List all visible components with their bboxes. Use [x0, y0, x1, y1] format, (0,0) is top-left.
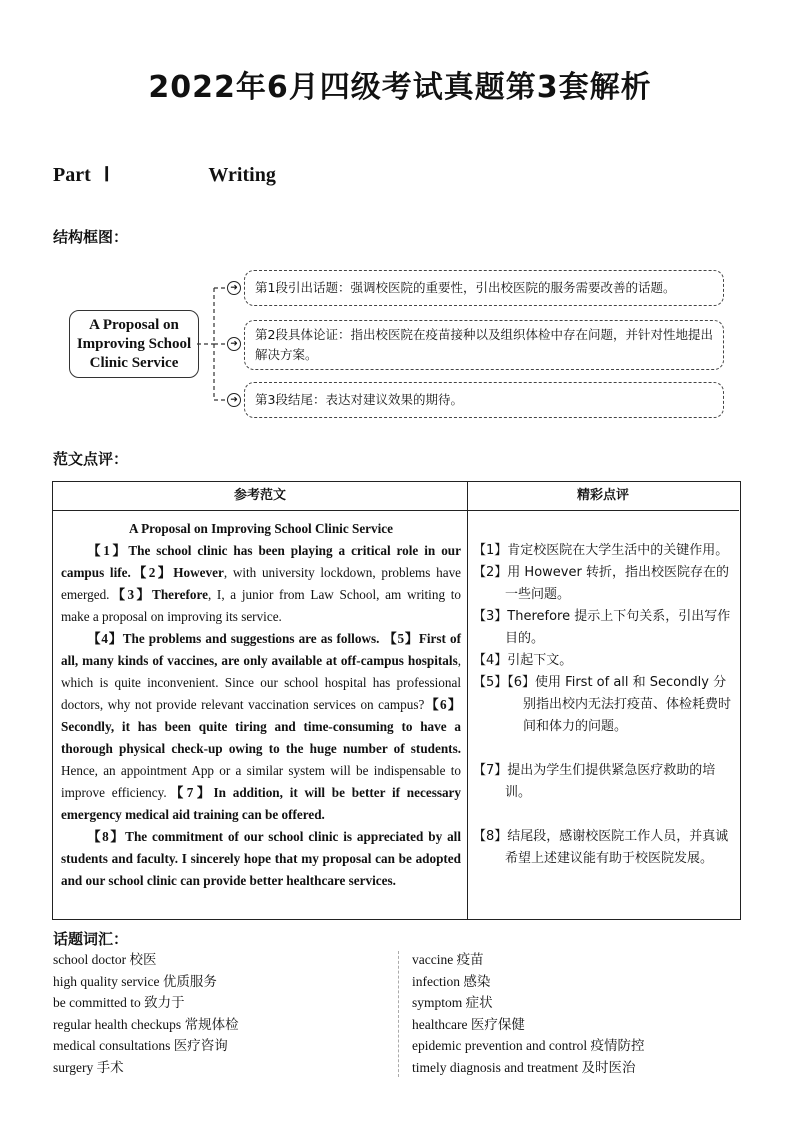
part-name: Writing — [208, 164, 276, 186]
page-title: 2022年6月四级考试真题第3套解析 — [148, 70, 652, 105]
vocab-right-list — [412, 949, 644, 1078]
essay-review-table — [52, 481, 741, 920]
comment-tag: 【5】【6】 — [473, 675, 536, 690]
vocab-item: infection 感染 — [412, 973, 491, 989]
comment-item — [473, 760, 735, 804]
essay-segment: 【8】The commitment of our school clinic is appreciated by all students and faculty. I sincerely hope that my proposal can be adopted and our school clinic can provide better healthcare services. — [61, 829, 461, 888]
comment-text: 提出为学生们提供紧急医疗救助的培训。 — [505, 763, 716, 800]
comment-text: Therefore 提示上下句关系，引出写作目的。 — [505, 609, 731, 646]
arrow-right-icon: ➜ — [227, 281, 241, 295]
comment-item — [473, 826, 735, 870]
vocab-item: epidemic prevention and control 疫情防控 — [412, 1038, 645, 1053]
comment-tag: 【7】 — [473, 763, 508, 778]
essay-paragraph-2 — [61, 628, 461, 826]
part-number: Ⅰ — [103, 164, 110, 186]
essay-segment: Hence, an appointment App or a similar system will be indispensable to improve efficiency. — [61, 763, 461, 800]
center-line-2: Improving School — [76, 335, 192, 352]
essay-segment: 【2】However — [130, 565, 224, 580]
comment-column-header: 精彩点评 — [467, 482, 739, 511]
vocab-item: school doctor 校医 — [53, 952, 157, 967]
essay-segment: 【6】Secondly, it has been quite tiring and time-consuming to have a thorough physical check-up owing to the huge number of students. — [61, 697, 462, 756]
column-divider — [467, 482, 468, 919]
comment-text: 使用 First of all 和 Secondly 分别指出校内无法打疫苗、体检耗费时间和体力的问题。 — [523, 675, 732, 734]
comment-text: 结尾段，感谢校医院工作人员，并真诚希望上述建议能有助于校医院发展。 — [505, 829, 729, 866]
comment-item — [473, 606, 735, 650]
vocab-item: timely diagnosis and treatment 及时医治 — [412, 1059, 636, 1075]
sample-essay — [61, 518, 461, 892]
essay-paragraph-3 — [61, 826, 461, 892]
paragraph-2-box: 第2段具体论证：指出校医院在疫苗接种以及组织体检中存在问题，并针对性地提出解决方案。 — [244, 320, 724, 370]
essay-segment: , which is quite inconvenient. Since our school hospital has professional doctors, why not provide relevant vaccination services on campus? — [61, 653, 461, 712]
part-label: Part — [53, 164, 91, 186]
center-line-1: A Proposal on — [89, 316, 179, 333]
review-heading: 范文点评： — [53, 450, 129, 468]
essay-paragraph-1 — [61, 540, 461, 628]
vocab-item: high quality service 优质服务 — [53, 973, 217, 989]
comment-tag: 【8】 — [473, 829, 508, 844]
structure-heading: 结构框图： — [53, 228, 129, 246]
comment-text: 用 However 转折，指出校医院存在的一些问题。 — [505, 565, 729, 602]
essay-title: A Proposal on Improving School Clinic Service — [128, 521, 393, 536]
essay-segment: 【1】The school clinic has been playing a critical role in our campus life. — [61, 543, 461, 580]
vocab-item: symptom 症状 — [412, 995, 493, 1010]
vocab-item: regular health checkups 常规体检 — [53, 1016, 239, 1032]
comment-item — [473, 562, 735, 606]
vocab-left-list — [53, 949, 239, 1078]
comment-text: 肯定校医院在大学生活中的关键作用。 — [507, 543, 729, 558]
structure-diagram — [0, 260, 800, 430]
vocab-item: medical consultations 医疗咨询 — [53, 1038, 228, 1053]
diagram-center-box — [69, 310, 199, 378]
vocab-divider — [398, 951, 399, 1077]
vocab-item: surgery 手术 — [53, 1059, 124, 1075]
vocab-item: healthcare 医疗保健 — [412, 1016, 525, 1032]
essay-segment: 【3】Therefore — [109, 587, 208, 602]
comment-tag: 【3】 — [473, 609, 508, 624]
essay-column-header: 参考范文 — [53, 482, 467, 511]
comment-tag: 【1】 — [473, 543, 508, 558]
comment-tag: 【4】 — [473, 653, 508, 668]
essay-segment: 【4】The problems and suggestions are as follows. — [87, 631, 380, 646]
comment-item — [473, 672, 735, 738]
essay-segment: , I, a junior from Law School, am writing to make a proposal on improving its service. — [61, 587, 461, 624]
essay-segment: , with university lockdown, problems have emerged. — [61, 565, 462, 602]
essay-segment: 【7】In addition, it will be better if necessary emergency medical aid training can be offered. — [61, 785, 461, 822]
comments-list — [473, 540, 735, 870]
comment-tag: 【2】 — [473, 565, 508, 580]
comment-item — [473, 650, 735, 672]
paragraph-1-box: 第1段引出话题：强调校医院的重要性，引出校医院的服务需要改善的话题。 — [244, 270, 724, 306]
vocab-heading: 话题词汇： — [53, 930, 129, 948]
comment-item — [473, 540, 735, 562]
essay-segment: 【5】First of all, many kinds of vaccines, are only available at off-campus hospitals — [61, 631, 461, 668]
arrow-right-icon: ➜ — [227, 393, 241, 407]
comment-text: 引起下文。 — [507, 653, 573, 668]
center-line-3: Clinic Service — [89, 354, 179, 371]
arrow-right-icon: ➜ — [227, 337, 241, 351]
paragraph-3-box: 第3段结尾：表达对建议效果的期待。 — [244, 382, 724, 418]
part-heading — [53, 162, 276, 187]
vocab-item: vaccine 疫苗 — [412, 952, 484, 967]
vocab-item: be committed to 致力于 — [53, 995, 185, 1010]
